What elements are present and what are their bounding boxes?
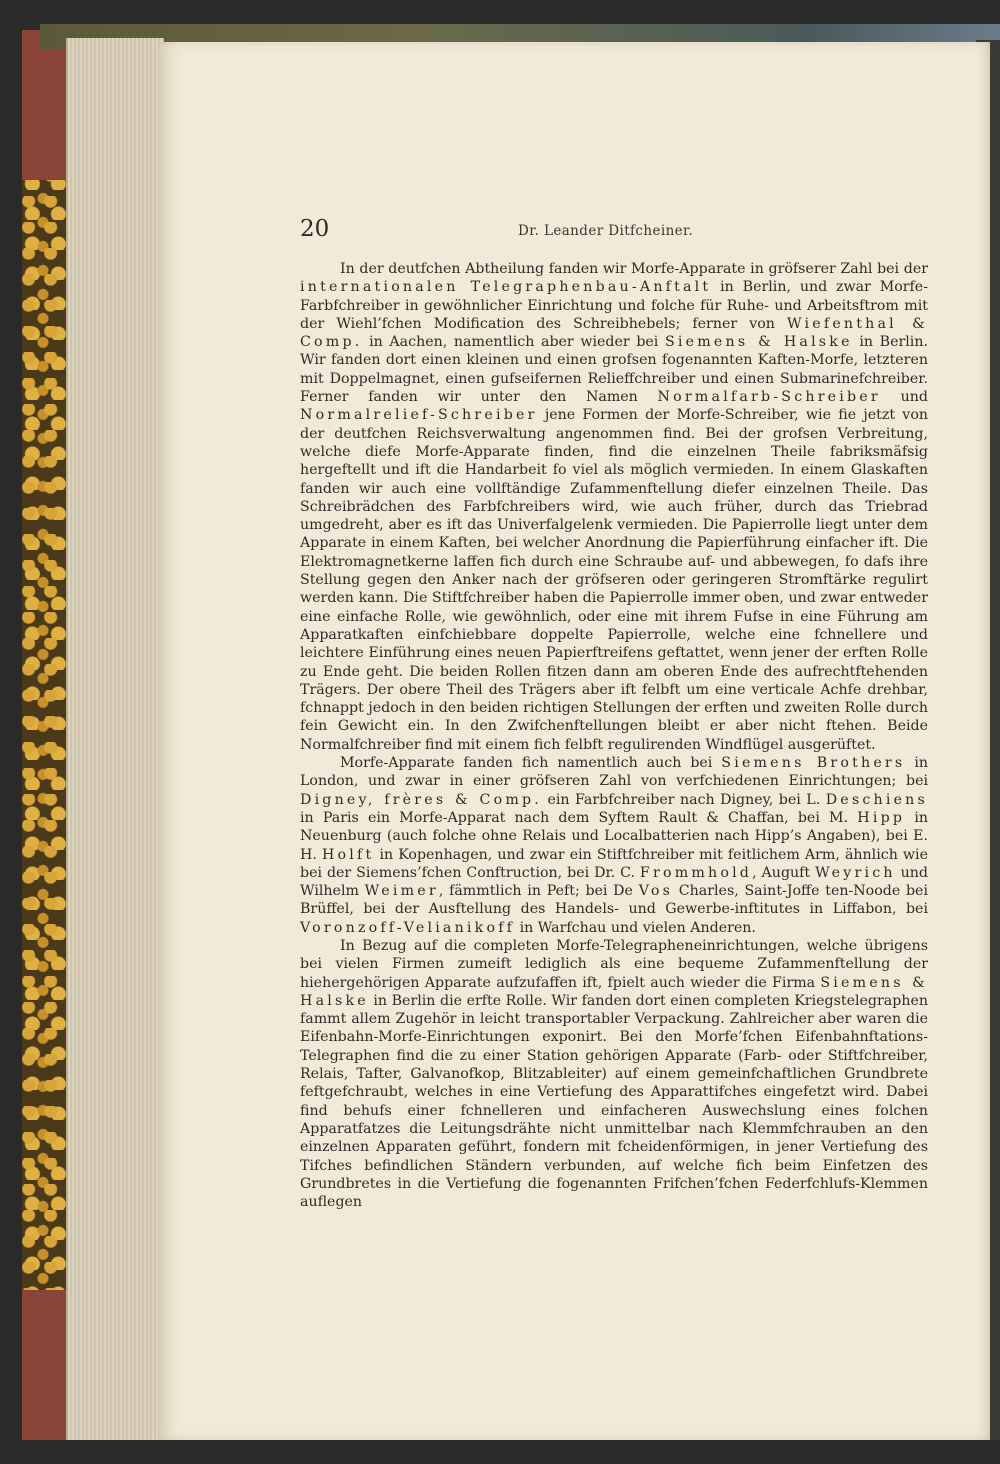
text-run: in Berlin. Wir fanden dort einen kleinen und einen grofsen fogenannten Kaften-Morfe, letzteren mit Doppelmagnet, einen gufseifernen Relieffchreiber und einen Submarinefchreiber. Ferner fanden wir unter den Namen bbox=[300, 334, 928, 406]
spaced-name: Normalrelief-Schreiber bbox=[300, 407, 538, 424]
spaced-name: Normalfarb-Schreiber bbox=[657, 389, 881, 406]
text-run: jene Formen der Morfe-Schreiber, wie fie jetzt von der deutfchen Reichsverwaltung angenommen find. Bei der grofsen Verbreitung, welche diefe Morfe-Apparate finden, find die einzelnen Theile fabriksmäfsig hergeftellt und ift die Handarbeit fo viel als möglich vermieden. In einem Glaskaften fanden wir auch eine vollftändige Zufammenftellung diefer einzelnen Theile. Das Schreibrädchen des Farbfchreibers wird, wie auch früher, durch das Triebrad umgedreht, aber es ift das Univerfalgelenk vermieden. Die Papierrolle liegt unter dem Apparate in einem Kaften, bei welcher Anordnung die Papierführung einfacher ift. Die Elektromagnetkerne laffen fich durch eine Schraube auf- und abbewegen, fo dafs ihre Stellung gegen den Anker nach der gröfseren oder geringeren Stromftärke regulirt werden kann. Die Stiftfchreiber haben die Papierrolle immer oben, und zwar entweder eine einfache Rolle, wie gewöhnlich, oder eine mit ihrem Fufse in eine Führung am Apparatkaften einfchiebbare doppelte Papierrolle, welche eine fchnellere und leichtere Einführung eines neuen Papierftreifens geftattet, wenn jener der erften Rolle zu Ende geht. Die beiden Rollen fitzen dann am oberen Ende des aufrechtftehenden Trägers. Der obere Theil des Trägers aber ift felbft um eine verticale Achfe drehbar, fchnappt jedoch in den beiden richtigen Stellungen der erften und zweiten Rolle durch fein Gewicht ein. In den Zwifchenftellungen bleibt er aber nicht ftehen. Beide Normalfchreiber find mit einem fich felbft regulirenden Windflügel ausgerüftet. bbox=[300, 407, 928, 753]
spaced-name: Frommhold bbox=[639, 864, 753, 881]
paragraph-3 bbox=[300, 937, 928, 1211]
text-run: in London, und zwar in einer gröfseren Zahl von verfchiedenen Einrichtungen; bei bbox=[300, 755, 929, 790]
text-run: , Auguft bbox=[752, 864, 816, 881]
text-run: In der deutfchen Abtheilung fanden wir Morfe-Apparate in gröfserer Zahl bei der bbox=[340, 261, 928, 277]
paragraph-2 bbox=[300, 754, 928, 937]
page-header bbox=[300, 216, 900, 250]
text-run: in Kopenhagen, und zwar ein Stiftfchreiber mit feitlichem Arm, ähnlich wie bei der Siemens’fchen Conftruction, bei Dr. C. bbox=[300, 846, 928, 881]
page-number: 20 bbox=[300, 216, 330, 242]
spaced-name: Siemens & Halske bbox=[300, 974, 928, 1009]
text-run: Morfe-Apparate fanden fich namentlich auch bei bbox=[340, 755, 722, 772]
book-page bbox=[158, 42, 990, 1440]
spaced-name: internationalen Telegraphenbau-Anftalt bbox=[300, 279, 712, 296]
text-run: in Aachen, namentlich aber wieder bei bbox=[362, 334, 665, 351]
text-run: in Neuenburg (auch folche ohne Relais und Localbatterien nach Hipp’s Angaben), bei E. H. bbox=[300, 809, 928, 863]
paragraph-1 bbox=[300, 260, 928, 754]
spaced-name: Siemens Brothers bbox=[721, 755, 906, 772]
text-run: ein Farbfchreiber nach Digney, bei L. bbox=[541, 791, 826, 808]
text-run: in Berlin, und zwar Morfe-Farbfchreiber in gewöhnlicher Einrichtung und folche für Ruhe- und Arbeitsftrom mit der Wiehl’fchen Modification des Schreibhebels; ferner von bbox=[300, 279, 928, 332]
spaced-name: Wiefenthal & Comp. bbox=[300, 315, 928, 351]
spaced-name: Weimer bbox=[364, 883, 439, 900]
text-run: und Wilhelm bbox=[300, 864, 928, 900]
spaced-name: Weyrich bbox=[815, 864, 896, 881]
text-run: In Bezug auf die completen Morfe-Telegrapheneinrichtungen, welche übrigens bei vielen Firmen zumeift lediglich als eine bequeme Zufammenftellung der hiehergehörigen Apparate aufzufaffen ift, fpielt auch wieder die Firma bbox=[300, 937, 928, 991]
spaced-name: Hipp bbox=[857, 809, 906, 826]
text-run: in Paris ein Morfe-Apparat nach dem Syftem Rault & Chaffan, bei M. bbox=[300, 809, 858, 826]
text-run: und bbox=[880, 389, 928, 406]
text-run: in Warfchau und vielen Anderen. bbox=[515, 919, 756, 936]
spaced-name: Deschiens bbox=[825, 791, 928, 808]
spaced-name: Voronzoff-Velianikoff bbox=[300, 919, 516, 936]
spaced-name: Vos bbox=[638, 883, 674, 900]
page-stack-edge bbox=[66, 38, 164, 1440]
text-run: in Berlin die erfte Rolle. Wir fanden dort einen completen Kriegstelegraphen fammt allem Zugehör in leicht transportabler Verpackung. Zahlreicher aber waren die Eifenbahn-Morfe-Einrichtungen exponirt. Bei den Morfe’fchen Eifenbahnftations-Telegraphen find die zu einer Station gehörigen Apparate (Farb- oder Stiftfchreiber, Relais, Tafter, Galvanofkop, Blitzableiter) auf einem gemeinfchaftlichen Grundbrete feftgefchraubt, welches in eine Vertiefung des Apparattifches eingefetzt wird. Dabei find behufs einer fchnelleren und einfacheren Auswechslung eines folchen Apparatfatzes die Leitungsdrähte nicht unmittelbar nach Klemmfchrauben an den einzelnen Apparaten geführt, fondern mit fcheidenförmigen, in jener Vertiefung des Tifches befindlichen Ständern verbunden, auf welche fich beim Einfetzen des Grundbretes in die Vertiefung die fogenannten Frifchen’fchen Federfchlufs-Klemmen auflegen bbox=[300, 992, 928, 1211]
spaced-name: Siemens & Halske bbox=[665, 334, 853, 351]
running-title: Dr. Leander Ditfcheiner. bbox=[518, 223, 694, 239]
body-text bbox=[300, 260, 928, 1211]
text-run: Charles, Saint-Joffe ten-Noode bei Brüffel, bei der Ausftellung des Handels- und Gewerbe-inftitutes in Liffabon, bei bbox=[300, 883, 928, 918]
text-run: , fämmtlich in Peft; bei De bbox=[438, 883, 639, 900]
spaced-name: Holft bbox=[321, 846, 375, 863]
spaced-name: Digney, frères & Comp. bbox=[300, 791, 542, 808]
